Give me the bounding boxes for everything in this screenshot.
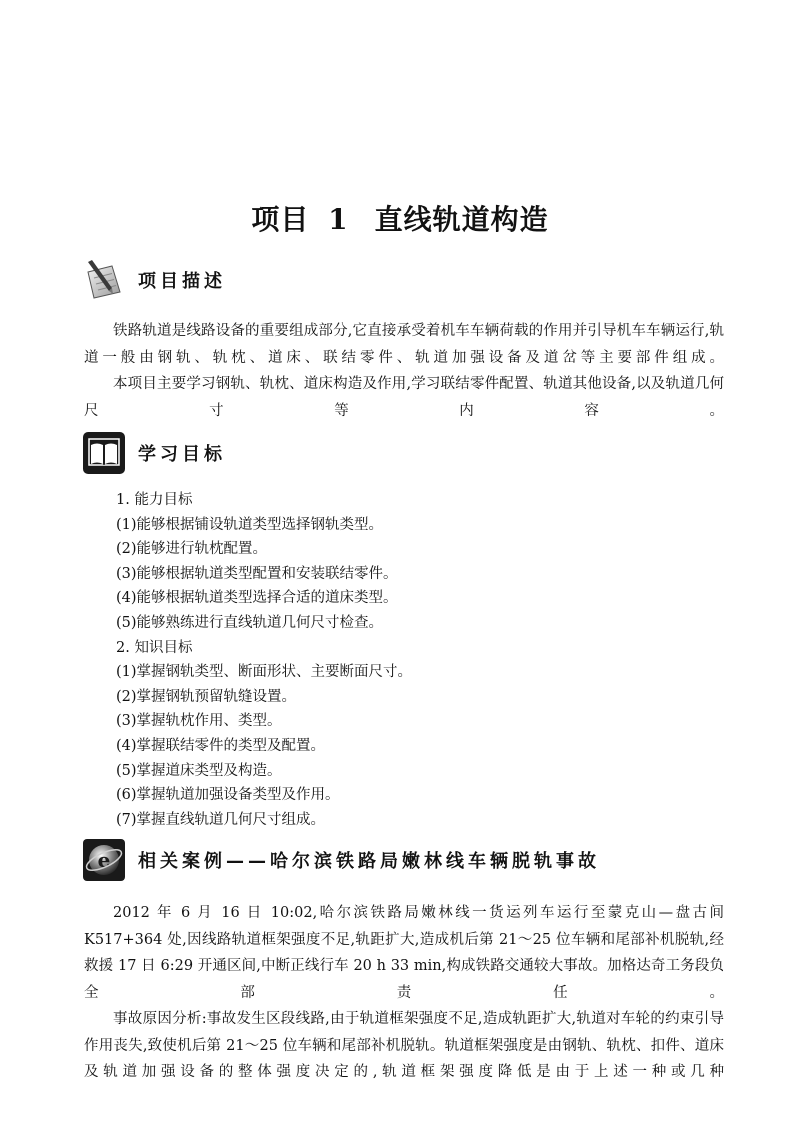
open-book-icon bbox=[82, 431, 126, 475]
globe-e-icon bbox=[82, 838, 126, 882]
section-learning-objectives-header bbox=[82, 431, 226, 475]
title-text: 直线轨道构造 bbox=[374, 203, 549, 236]
objective-item: (7)掌握直线轨道几何尺寸组成。 bbox=[116, 811, 326, 828]
pencil-notepad-icon bbox=[82, 258, 126, 302]
objective-item: (4)能够根据轨道类型选择合适的道床类型。 bbox=[116, 590, 398, 607]
title-label: 项目 bbox=[251, 203, 310, 236]
page-title bbox=[0, 198, 800, 238]
objective-item: (6)掌握轨道加强设备类型及作用。 bbox=[116, 787, 340, 804]
objective-heading-ability: 1. 能力目标 bbox=[116, 492, 193, 508]
learning-objectives-list bbox=[116, 488, 716, 832]
objective-item: (1)能够根据铺设轨道类型选择钢轨类型。 bbox=[116, 516, 384, 533]
objective-item: (5)掌握道床类型及构造。 bbox=[116, 762, 282, 779]
project-description-paragraph-2: 本项目主要学习钢轨、轨枕、道床构造及作用,学习联结零件配置、轨道其他设备,以及轨道几何尺寸等内容。 bbox=[84, 376, 724, 419]
objective-item: (3)能够根据轨道类型配置和安装联结零件。 bbox=[116, 565, 398, 582]
objective-item: (2)掌握钢轨预留轨缝设置。 bbox=[116, 688, 297, 705]
section-project-description-heading: 项目描述 bbox=[138, 271, 226, 292]
objective-item: (1)掌握钢轨类型、断面形状、主要断面尺寸。 bbox=[116, 664, 413, 681]
objective-item: (3)掌握轨枕作用、类型。 bbox=[116, 713, 282, 730]
section-related-case-header bbox=[82, 838, 600, 882]
objective-item: (2)能够进行轨枕配置。 bbox=[116, 541, 268, 558]
section-project-description-header bbox=[82, 258, 226, 302]
title-number: 1 bbox=[328, 203, 349, 236]
objective-heading-knowledge: 2. 知识目标 bbox=[116, 639, 193, 656]
case-paragraph-2: 事故原因分析:事故发生区段线路,由于轨道框架强度不足,造成轨距扩大,轨道对车轮的约束引导作用丧失,致使机后第 21～25 位车辆和尾部补机脱轨。轨道框架强度是由钢轨、轨枕、扣件、道床及轨道加强设备的整体强度决定的,轨道框架强度降低是由于上述一种或几种 bbox=[84, 1011, 724, 1080]
section-learning-objectives-heading: 学习目标 bbox=[138, 444, 226, 465]
project-description-paragraph-1: 铁路轨道是线路设备的重要组成部分,它直接承受着机车车辆荷载的作用并引导机车车辆运行,轨道一般由钢轨、轨枕、道床、联结零件、轨道加强设备及道岔等主要部件组成。 bbox=[84, 323, 724, 366]
objective-item: (4)掌握联结零件的类型及配置。 bbox=[116, 737, 326, 754]
section-related-case-heading: 相关案例——哈尔滨铁路局嫩林线车辆脱轨事故 bbox=[138, 851, 600, 872]
objective-item: (5)能够熟练进行直线轨道几何尺寸检查。 bbox=[116, 614, 384, 631]
case-paragraph-1: 2012 年 6 月 16 日 10:02,哈尔滨铁路局嫩林线一货运列车运行至蒙克山—盘古间 K517+364 处,因线路轨道框架强度不足,轨距扩大,造成机后第 21～25 位车辆和尾部补机脱轨,经救援 17 日 6:29 开通区间,中断正线行车 20 h 33 min,构成铁路交通较大事故。加格达奇工务段负全部责任。 bbox=[84, 905, 724, 1001]
svg-text:e: e bbox=[97, 848, 111, 872]
